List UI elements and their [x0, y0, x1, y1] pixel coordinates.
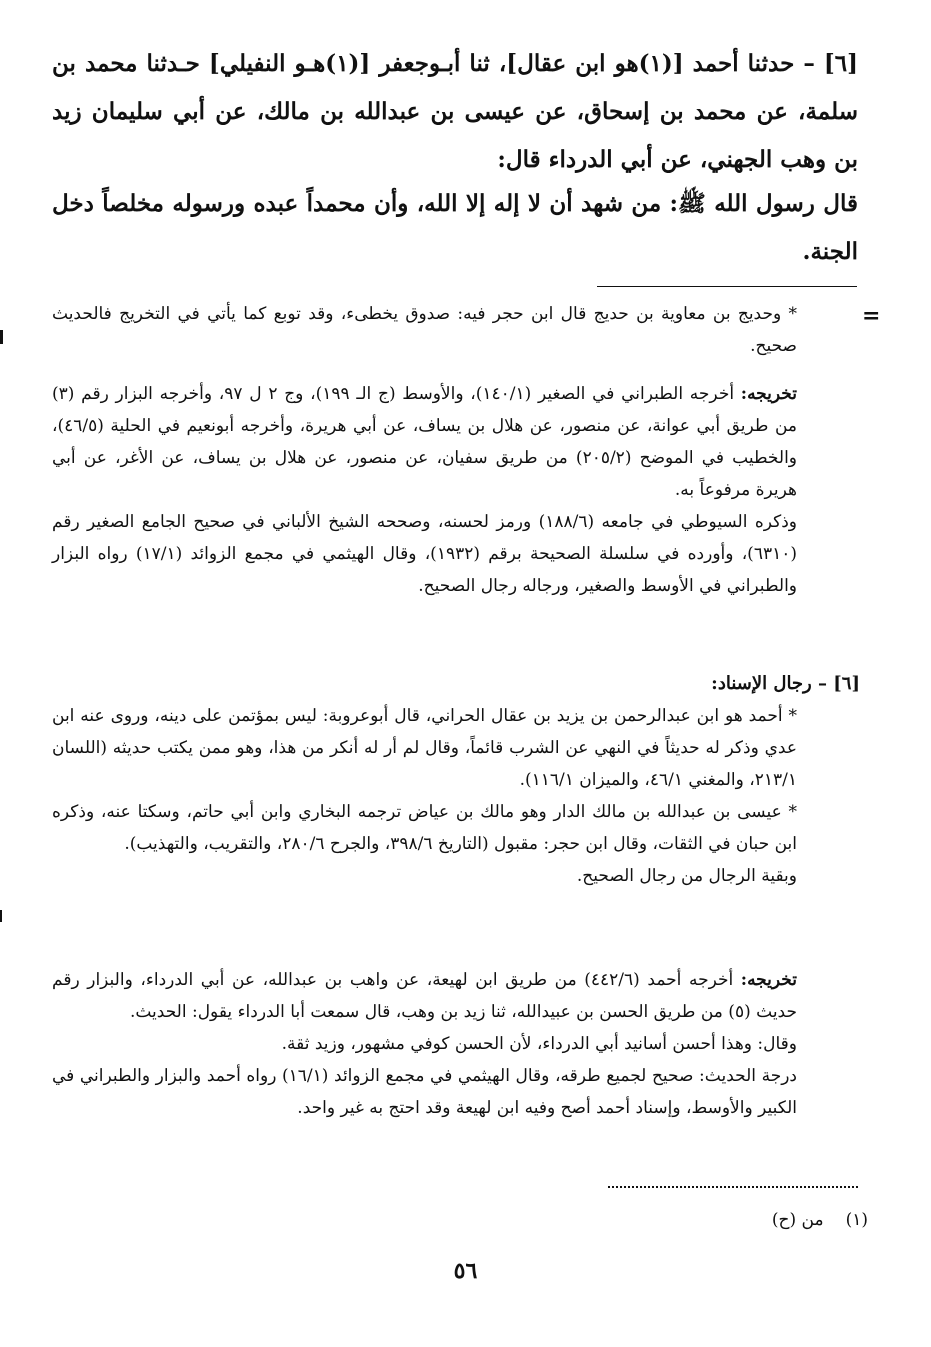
suyuti-paragraph: وذكره السيوطي في جامعه (١٨٨/٦) ورمز لحسنه، وصححه الشيخ الألباني في صحيح الجامع الصغير رقم (٦٣١٠)، وأورده في سلسلة الصحيحة برقم (١٩٣٢)، وقال الهيثمي في مجمع الزوائد (١٧/١) رواه البزار والطبراني في الأوسط والصغير، ورجاله رجال الصحيح. [52, 512, 797, 596]
rijal-rest: وبقية الرجال من رجال الصحيح. [576, 866, 797, 886]
takhrij-text: أخرجه الطبراني في الصغير (١٤٠/١)، والأوسط (ج الـ ١٩٩)، وج ٢ ل ٩٧، وأخرجه البزار رقم (٣) من طريق أبي عوانة، عن منصور، عن هلال بن يساف، عن أبي هريرة، وأخرجه أبونعيم في الحلية (٤٦/٥)، والخطيب في الموضح (٢٠٥/٢) من طريق سفيان، عن منصور، عن هلال بن يساف، عن الأغر، عن أبي هريرة مرفوعاً به. [52, 384, 797, 500]
continuation-mark: = [862, 303, 881, 329]
footnote-dotted-separator [608, 1186, 858, 1188]
takhrij-label: تخريجه: [740, 384, 797, 404]
bazzar-comment: وقال: وهذا أحسن أسانيد أبي الدرداء، لأن الحسن كوفي مشهور، وزيد ثقة. [281, 1034, 797, 1054]
scan-edge-mark [0, 910, 2, 922]
hadith-text: قال رسول الله ﷺ: من شهد أن لا إله إلا الله، وأن محمداً عبده ورسوله مخلصاً دخل الجنة. [52, 190, 858, 265]
footnote-1-text: من (ح) [771, 1210, 824, 1230]
rijal-ahmad: * أحمد هو ابن عبدالرحمن بن يزيد بن عقال الحراني، قال أبوعروبة: ليس بمؤتمن على دينه، وروى عنه ابن عدي وذكر له حديثاً في النهي عن الشرب قائماً، وقال لم أر له أنكر من هذا، وهو ممن يكتب حديثه (اللسان ٢١٣/١، والمغني ٤٦/١، والميزان ١١٦/١). [52, 706, 797, 790]
rijal-heading: [٦] – رجال الإسناد: [711, 673, 860, 694]
page-number: ٥٦ [453, 1258, 478, 1284]
takhrij2-label: تخريجه: [740, 970, 797, 990]
footnote-wadij-text: * وحديج بن معاوية بن حديج قال ابن حجر فيه: صدوق يخطىء، وقد توبع كما يأتي في التخريج فالحديث صحيح. [52, 304, 797, 356]
footnote-1-number: (١) [845, 1210, 868, 1230]
footnote-wadij [52, 298, 797, 362]
scan-edge-mark [0, 330, 3, 344]
footnote-separator [597, 286, 857, 287]
hadith-grade: درجة الحديث: صحيح لجميع طرقه، وقال الهيثمي في مجمع الزوائد (١٦/١) رواه أحمد والبزار والطبراني في الكبير والأوسط، وإسناد أحمد أصح وفيه ابن لهيعة وقد احتج به غير واحد. [52, 1066, 797, 1118]
rijal-section [52, 700, 797, 892]
takhrij-paragraph [52, 378, 797, 506]
rijal-isa: * عيسى بن عبدالله بن مالك الدار وهو مالك بن عياض ترجمه البخاري وابن أبي حاتم، وسكتا عنه، وذكره ابن حبان في الثقات، وقال ابن حجر: مقبول (التاريخ ٣٩٨/٦، والجرح ٢٨٠/٦، والتقريب، والتهذيب). [52, 802, 797, 854]
takhrij-section-2 [52, 964, 797, 1124]
hadith-narration: [٦] – حدثنا أحمد [(١)هو ابن عقال]، ثنا أبـوجعفر [(١)هـو النفيلي] حـدثنا محمد بن سلمة، عن محمد بن إسحاق، عن عيسى بن عبدالله بن مالك، عن أبي سليمان زيد بن وهب الجهني، عن أبي الدرداء قال: [52, 50, 858, 173]
takhrij-section-1 [52, 378, 797, 602]
footnote-1 [600, 1204, 868, 1236]
takhrij2-text: أخرجه أحمد (٤٤٢/٦) من طريق ابن لهيعة، عن واهب بن عبدالله، عن أبي الدرداء، والبزار رقم حديث (٥) من طريق الحسن بن عبيدالله، ثنا زيد بن وهب، قال سمعت أبا الدرداء يقول: الحديث. [52, 970, 797, 1022]
takhrij2-paragraph [52, 964, 797, 1028]
